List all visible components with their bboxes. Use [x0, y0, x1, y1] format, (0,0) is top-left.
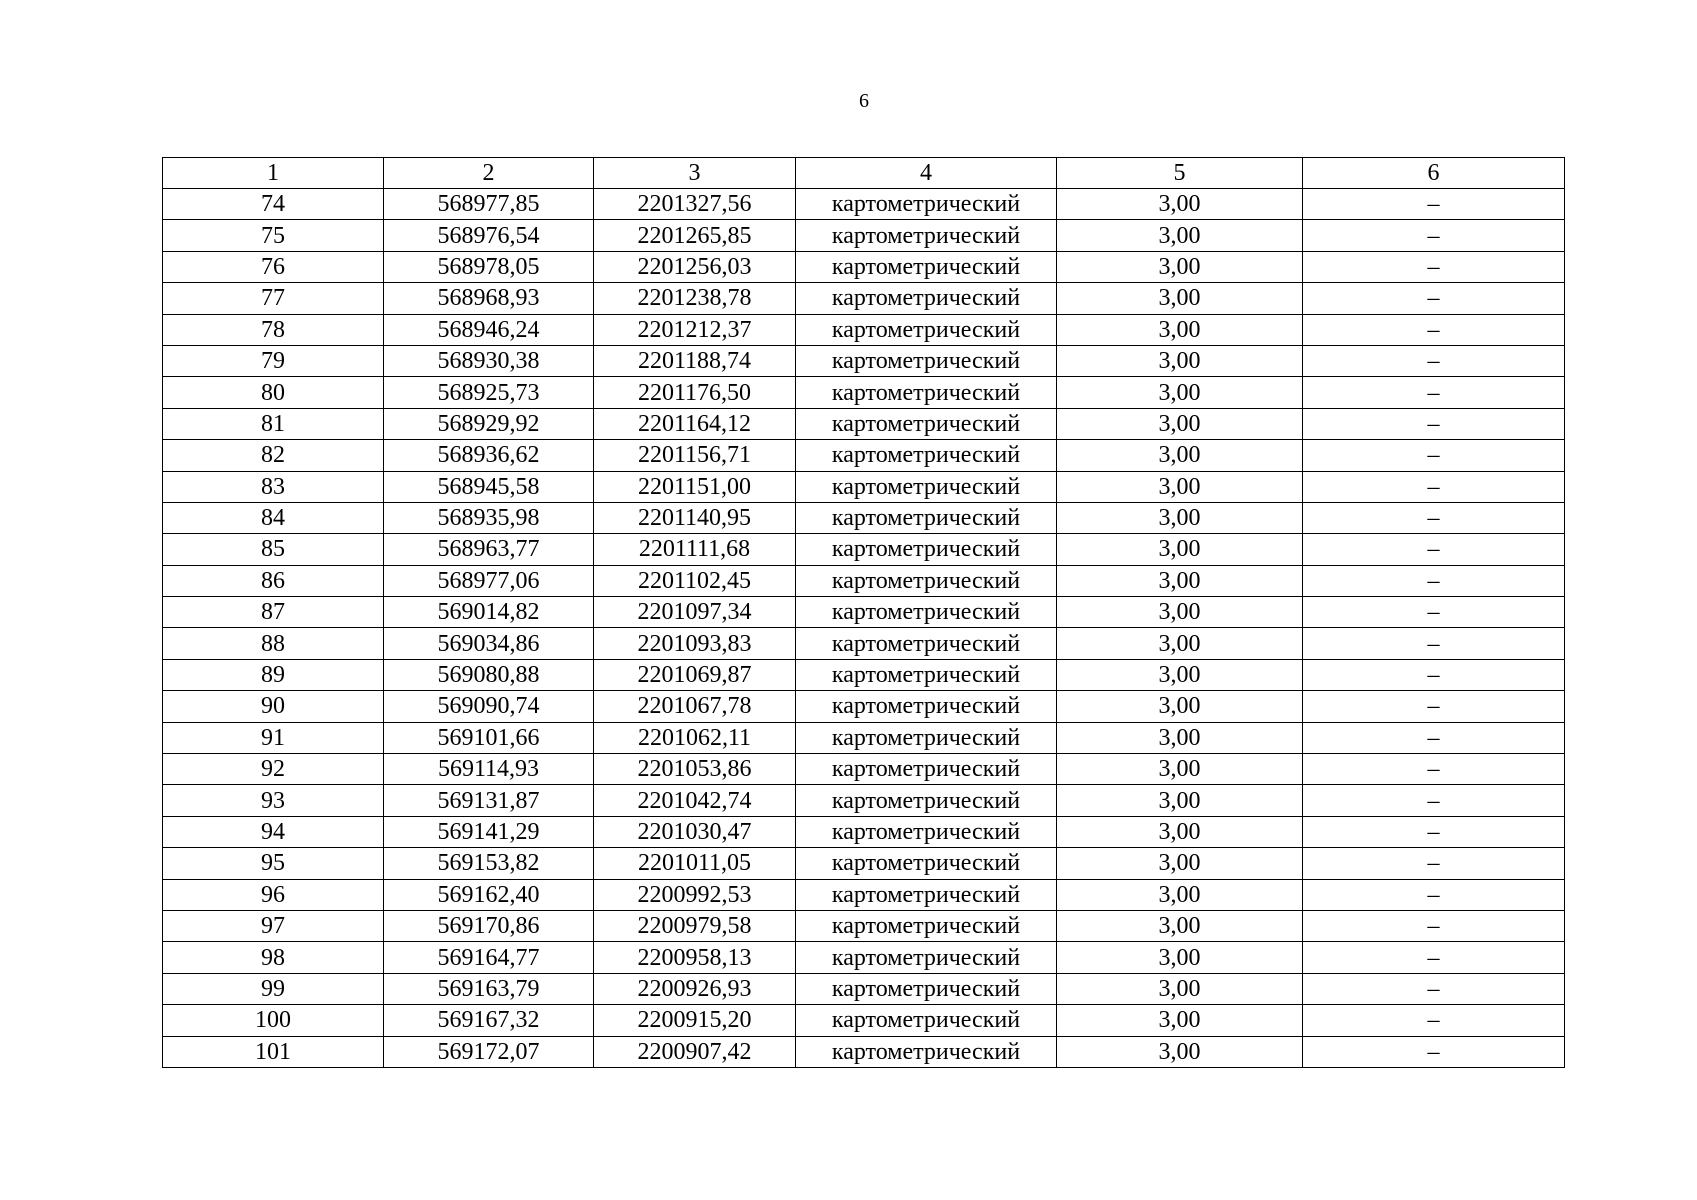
- accuracy-cell: 3,00: [1057, 1005, 1303, 1036]
- description-cell: –: [1303, 565, 1565, 596]
- x-coordinate-cell: 569080,88: [384, 659, 594, 690]
- table-body: [163, 189, 1565, 1068]
- method-cell: картометрический: [796, 942, 1057, 973]
- point-number-cell: 96: [163, 879, 384, 910]
- table-row: [163, 534, 1565, 565]
- point-number-cell: 89: [163, 659, 384, 690]
- x-coordinate-cell: 569114,93: [384, 754, 594, 785]
- description-cell: –: [1303, 1036, 1565, 1067]
- x-coordinate-cell: 569163,79: [384, 973, 594, 1004]
- y-coordinate-cell: 2201156,71: [594, 440, 796, 471]
- point-number-cell: 91: [163, 722, 384, 753]
- accuracy-cell: 3,00: [1057, 722, 1303, 753]
- description-cell: –: [1303, 283, 1565, 314]
- y-coordinate-cell: 2201265,85: [594, 220, 796, 251]
- accuracy-cell: 3,00: [1057, 251, 1303, 282]
- accuracy-cell: 3,00: [1057, 816, 1303, 847]
- x-coordinate-cell: 569141,29: [384, 816, 594, 847]
- x-coordinate-cell: 568925,73: [384, 377, 594, 408]
- x-coordinate-cell: 568963,77: [384, 534, 594, 565]
- table-row: [163, 816, 1565, 847]
- method-cell: картометрический: [796, 283, 1057, 314]
- table-row: [163, 879, 1565, 910]
- description-cell: –: [1303, 973, 1565, 1004]
- accuracy-cell: 3,00: [1057, 1036, 1303, 1067]
- x-coordinate-cell: 569101,66: [384, 722, 594, 753]
- description-cell: –: [1303, 408, 1565, 439]
- description-cell: –: [1303, 691, 1565, 722]
- y-coordinate-cell: 2200926,93: [594, 973, 796, 1004]
- description-cell: –: [1303, 377, 1565, 408]
- y-coordinate-cell: 2201140,95: [594, 502, 796, 533]
- method-cell: картометрический: [796, 1005, 1057, 1036]
- accuracy-cell: 3,00: [1057, 189, 1303, 220]
- description-cell: –: [1303, 785, 1565, 816]
- description-cell: –: [1303, 189, 1565, 220]
- y-coordinate-cell: 2201042,74: [594, 785, 796, 816]
- column-header-1: 1: [163, 158, 384, 189]
- point-number-cell: 81: [163, 408, 384, 439]
- method-cell: картометрический: [796, 502, 1057, 533]
- table-row: [163, 973, 1565, 1004]
- accuracy-cell: 3,00: [1057, 597, 1303, 628]
- description-cell: –: [1303, 816, 1565, 847]
- table-row: [163, 722, 1565, 753]
- table-row: [163, 754, 1565, 785]
- accuracy-cell: 3,00: [1057, 565, 1303, 596]
- y-coordinate-cell: 2200992,53: [594, 879, 796, 910]
- x-coordinate-cell: 569164,77: [384, 942, 594, 973]
- y-coordinate-cell: 2201238,78: [594, 283, 796, 314]
- accuracy-cell: 3,00: [1057, 848, 1303, 879]
- method-cell: картометрический: [796, 471, 1057, 502]
- x-coordinate-cell: 568945,58: [384, 471, 594, 502]
- point-number-cell: 78: [163, 314, 384, 345]
- y-coordinate-cell: 2201093,83: [594, 628, 796, 659]
- method-cell: картометрический: [796, 565, 1057, 596]
- table-row: [163, 1036, 1565, 1067]
- table-row: [163, 251, 1565, 282]
- y-coordinate-cell: 2201053,86: [594, 754, 796, 785]
- accuracy-cell: 3,00: [1057, 691, 1303, 722]
- description-cell: –: [1303, 534, 1565, 565]
- table-row: [163, 283, 1565, 314]
- x-coordinate-cell: 569131,87: [384, 785, 594, 816]
- description-cell: –: [1303, 440, 1565, 471]
- x-coordinate-cell: 569172,07: [384, 1036, 594, 1067]
- x-coordinate-cell: 568976,54: [384, 220, 594, 251]
- table-row: [163, 628, 1565, 659]
- y-coordinate-cell: 2201188,74: [594, 345, 796, 376]
- accuracy-cell: 3,00: [1057, 973, 1303, 1004]
- accuracy-cell: 3,00: [1057, 754, 1303, 785]
- description-cell: –: [1303, 314, 1565, 345]
- point-number-cell: 94: [163, 816, 384, 847]
- table-row: [163, 440, 1565, 471]
- column-header-2: 2: [384, 158, 594, 189]
- method-cell: картометрический: [796, 816, 1057, 847]
- table-row: [163, 597, 1565, 628]
- point-number-cell: 86: [163, 565, 384, 596]
- x-coordinate-cell: 568936,62: [384, 440, 594, 471]
- method-cell: картометрический: [796, 785, 1057, 816]
- page-number: 6: [859, 90, 869, 112]
- accuracy-cell: 3,00: [1057, 942, 1303, 973]
- method-cell: картометрический: [796, 314, 1057, 345]
- method-cell: картометрический: [796, 345, 1057, 376]
- point-number-cell: 95: [163, 848, 384, 879]
- x-coordinate-cell: 568946,24: [384, 314, 594, 345]
- column-header-6: 6: [1303, 158, 1565, 189]
- x-coordinate-cell: 569014,82: [384, 597, 594, 628]
- table-row: [163, 691, 1565, 722]
- description-cell: –: [1303, 597, 1565, 628]
- point-number-cell: 90: [163, 691, 384, 722]
- column-header-5: 5: [1057, 158, 1303, 189]
- table-row: [163, 377, 1565, 408]
- description-cell: –: [1303, 942, 1565, 973]
- y-coordinate-cell: 2201164,12: [594, 408, 796, 439]
- method-cell: картометрический: [796, 377, 1057, 408]
- y-coordinate-cell: 2201067,78: [594, 691, 796, 722]
- point-number-cell: 98: [163, 942, 384, 973]
- description-cell: –: [1303, 659, 1565, 690]
- method-cell: картометрический: [796, 597, 1057, 628]
- table-row: [163, 502, 1565, 533]
- x-coordinate-cell: 569034,86: [384, 628, 594, 659]
- point-number-cell: 83: [163, 471, 384, 502]
- y-coordinate-cell: 2201030,47: [594, 816, 796, 847]
- accuracy-cell: 3,00: [1057, 879, 1303, 910]
- x-coordinate-cell: 568929,92: [384, 408, 594, 439]
- y-coordinate-cell: 2201256,03: [594, 251, 796, 282]
- point-number-cell: 85: [163, 534, 384, 565]
- point-number-cell: 74: [163, 189, 384, 220]
- point-number-cell: 99: [163, 973, 384, 1004]
- description-cell: –: [1303, 345, 1565, 376]
- y-coordinate-cell: 2201111,68: [594, 534, 796, 565]
- point-number-cell: 80: [163, 377, 384, 408]
- method-cell: картометрический: [796, 1036, 1057, 1067]
- table-row: [163, 910, 1565, 941]
- x-coordinate-cell: 568930,38: [384, 345, 594, 376]
- method-cell: картометрический: [796, 251, 1057, 282]
- table-row: [163, 785, 1565, 816]
- table-row: [163, 220, 1565, 251]
- method-cell: картометрический: [796, 408, 1057, 439]
- y-coordinate-cell: 2201097,34: [594, 597, 796, 628]
- y-coordinate-cell: 2201062,11: [594, 722, 796, 753]
- method-cell: картометрический: [796, 691, 1057, 722]
- x-coordinate-cell: 568978,05: [384, 251, 594, 282]
- description-cell: –: [1303, 754, 1565, 785]
- table-row: [163, 1005, 1565, 1036]
- point-number-cell: 79: [163, 345, 384, 376]
- point-number-cell: 100: [163, 1005, 384, 1036]
- accuracy-cell: 3,00: [1057, 314, 1303, 345]
- y-coordinate-cell: 2201011,05: [594, 848, 796, 879]
- description-cell: –: [1303, 251, 1565, 282]
- accuracy-cell: 3,00: [1057, 534, 1303, 565]
- y-coordinate-cell: 2201151,00: [594, 471, 796, 502]
- point-number-cell: 93: [163, 785, 384, 816]
- table-row: [163, 471, 1565, 502]
- table-row: [163, 659, 1565, 690]
- coordinates-table: [162, 157, 1565, 1068]
- table-row: [163, 408, 1565, 439]
- x-coordinate-cell: 569153,82: [384, 848, 594, 879]
- table-header-row: [163, 158, 1565, 189]
- description-cell: –: [1303, 471, 1565, 502]
- description-cell: –: [1303, 502, 1565, 533]
- y-coordinate-cell: 2201102,45: [594, 565, 796, 596]
- accuracy-cell: 3,00: [1057, 502, 1303, 533]
- accuracy-cell: 3,00: [1057, 785, 1303, 816]
- x-coordinate-cell: 568977,06: [384, 565, 594, 596]
- y-coordinate-cell: 2200979,58: [594, 910, 796, 941]
- point-number-cell: 77: [163, 283, 384, 314]
- point-number-cell: 88: [163, 628, 384, 659]
- description-cell: –: [1303, 722, 1565, 753]
- x-coordinate-cell: 568977,85: [384, 189, 594, 220]
- accuracy-cell: 3,00: [1057, 910, 1303, 941]
- point-number-cell: 92: [163, 754, 384, 785]
- y-coordinate-cell: 2201327,56: [594, 189, 796, 220]
- x-coordinate-cell: 568968,93: [384, 283, 594, 314]
- accuracy-cell: 3,00: [1057, 220, 1303, 251]
- table-row: [163, 189, 1565, 220]
- point-number-cell: 82: [163, 440, 384, 471]
- description-cell: –: [1303, 879, 1565, 910]
- method-cell: картометрический: [796, 973, 1057, 1004]
- y-coordinate-cell: 2201069,87: [594, 659, 796, 690]
- accuracy-cell: 3,00: [1057, 440, 1303, 471]
- description-cell: –: [1303, 1005, 1565, 1036]
- point-number-cell: 75: [163, 220, 384, 251]
- method-cell: картометрический: [796, 910, 1057, 941]
- method-cell: картометрический: [796, 440, 1057, 471]
- method-cell: картометрический: [796, 848, 1057, 879]
- point-number-cell: 97: [163, 910, 384, 941]
- point-number-cell: 87: [163, 597, 384, 628]
- accuracy-cell: 3,00: [1057, 628, 1303, 659]
- accuracy-cell: 3,00: [1057, 659, 1303, 690]
- table-row: [163, 848, 1565, 879]
- method-cell: картометрический: [796, 754, 1057, 785]
- method-cell: картометрический: [796, 659, 1057, 690]
- x-coordinate-cell: 569090,74: [384, 691, 594, 722]
- accuracy-cell: 3,00: [1057, 377, 1303, 408]
- x-coordinate-cell: 569162,40: [384, 879, 594, 910]
- y-coordinate-cell: 2201212,37: [594, 314, 796, 345]
- table-row: [163, 565, 1565, 596]
- method-cell: картометрический: [796, 534, 1057, 565]
- accuracy-cell: 3,00: [1057, 471, 1303, 502]
- y-coordinate-cell: 2201176,50: [594, 377, 796, 408]
- method-cell: картометрический: [796, 879, 1057, 910]
- column-header-4: 4: [796, 158, 1057, 189]
- point-number-cell: 84: [163, 502, 384, 533]
- x-coordinate-cell: 568935,98: [384, 502, 594, 533]
- description-cell: –: [1303, 628, 1565, 659]
- accuracy-cell: 3,00: [1057, 408, 1303, 439]
- accuracy-cell: 3,00: [1057, 283, 1303, 314]
- y-coordinate-cell: 2200958,13: [594, 942, 796, 973]
- description-cell: –: [1303, 910, 1565, 941]
- x-coordinate-cell: 569167,32: [384, 1005, 594, 1036]
- method-cell: картометрический: [796, 189, 1057, 220]
- point-number-cell: 76: [163, 251, 384, 282]
- table-row: [163, 942, 1565, 973]
- table-row: [163, 345, 1565, 376]
- method-cell: картометрический: [796, 722, 1057, 753]
- column-header-3: 3: [594, 158, 796, 189]
- accuracy-cell: 3,00: [1057, 345, 1303, 376]
- description-cell: –: [1303, 220, 1565, 251]
- x-coordinate-cell: 569170,86: [384, 910, 594, 941]
- table-row: [163, 314, 1565, 345]
- description-cell: –: [1303, 848, 1565, 879]
- y-coordinate-cell: 2200915,20: [594, 1005, 796, 1036]
- method-cell: картометрический: [796, 220, 1057, 251]
- y-coordinate-cell: 2200907,42: [594, 1036, 796, 1067]
- point-number-cell: 101: [163, 1036, 384, 1067]
- method-cell: картометрический: [796, 628, 1057, 659]
